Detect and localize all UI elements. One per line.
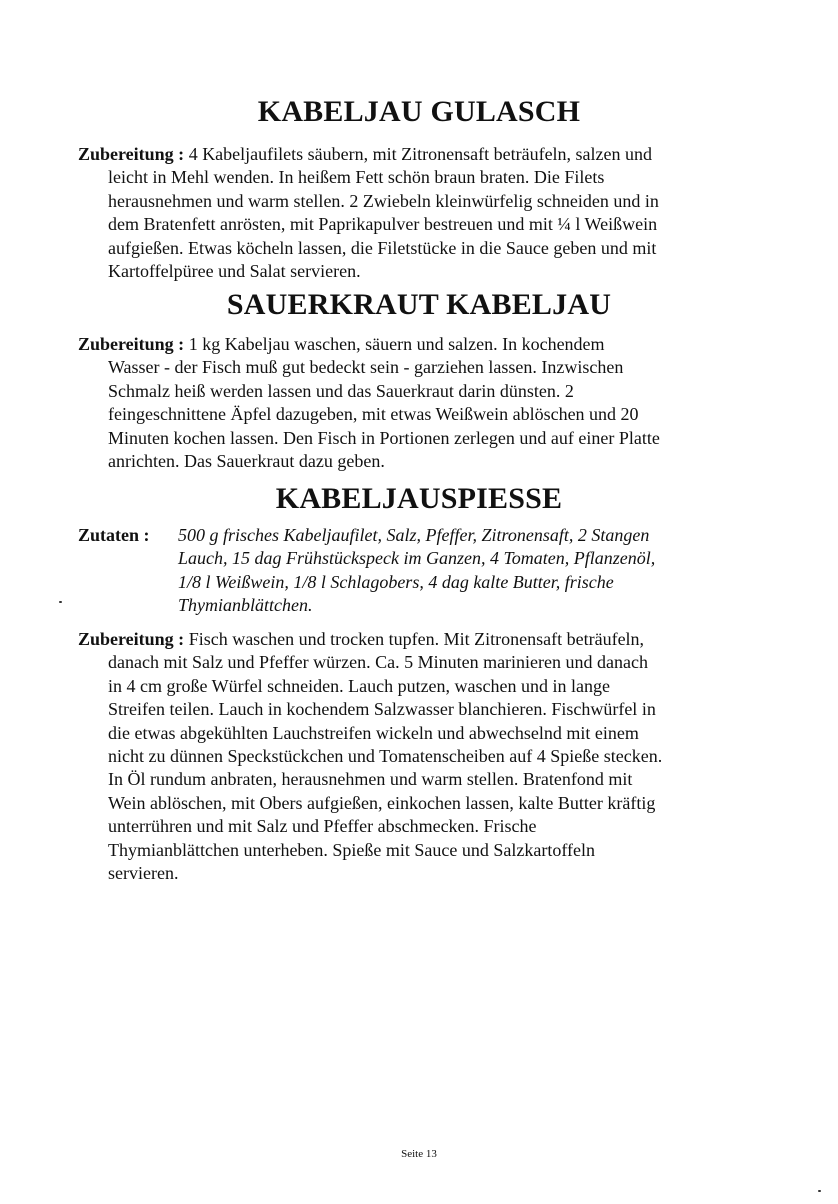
scan-speck <box>59 601 62 603</box>
preparation-paragraph <box>78 628 758 885</box>
scan-speck <box>818 1190 821 1192</box>
ingredients-label: Zutaten : <box>78 525 150 545</box>
recipe-preparation-kabeljau-gulasch <box>78 143 758 283</box>
recipe-title-kabeljauspiesse: KABELJAUSPIESSE <box>275 482 563 515</box>
preparation-paragraph <box>78 333 758 473</box>
ingredients-text: 500 g frisches Kabeljaufilet, Salz, Pfeffer, Zitronensaft, 2 Stangen Lauch, 15 dag Frühstückspeck im Ganzen, 4 Tomaten, Pflanzenöl, 1/8 l Weißwein, 1/8 l Schlagobers, 4 dag kalte Butter, frische Thymianblättchen. <box>178 525 656 616</box>
preparation-label: Zubereitung : <box>78 629 185 649</box>
preparation-text: Fisch waschen und trocken tupfen. Mit Zitronensaft beträufeln, danach mit Salz und Pfeffer würzen. Ca. 5 Minuten marinieren und danach in 4 cm große Würfel schneiden. Lauch putzen, waschen und in lange Streifen teilen. Lauch in kochendem Salzwasser blanchieren. Fischwürfel in die etwas abgekühlten Lauchstreifen wickeln und abwechselnd mit einem nicht zu dünnen Speckstückchen und Tomatenscheiben auf 4 Spieße stecken. In Öl rundum anbraten, herausnehmen und warm stellen. Bratenfond mit Wein ablöschen, mit Obers aufgießen, einkochen lassen, kalte Butter kräftig unterrühren und mit Salz und Pfeffer abschmecken. Frische Thymianblättchen unterheben. Spieße mit Sauce und Salzkartoffeln servieren. <box>108 629 663 884</box>
recipe-preparation-sauerkraut-kabeljau <box>78 333 758 473</box>
recipe-preparation-kabeljauspiesse <box>78 628 758 885</box>
preparation-label: Zubereitung : <box>78 334 185 354</box>
recipe-title-sauerkraut-kabeljau: SAUERKRAUT KABELJAU <box>226 288 612 321</box>
preparation-text: 4 Kabeljaufilets säubern, mit Zitronensaft beträufeln, salzen und leicht in Mehl wenden. In heißem Fett schön braun braten. Die Filets herausnehmen und warm stellen. 2 Zwiebeln kleinwürfelig schneiden und in dem Bratenfett anrösten, mit Paprikapulver bestreuen und mit ¼ l Weißwein aufgießen. Etwas köcheln lassen, die Filetstücke in die Sauce geben und mit Kartoffelpüree und Salat servieren. <box>108 144 659 282</box>
recipe-ingredients-kabeljauspiesse <box>78 524 758 620</box>
preparation-text: 1 kg Kabeljau waschen, säuern und salzen. In kochendem Wasser - der Fisch muß gut bedeckt sein - garziehen lassen. Inzwischen Schmalz heiß werden lassen und das Sauerkraut darin dünsten. 2 feingeschnittene Äpfel dazugeben, mit etwas Weißwein ablöschen und 20 Minuten kochen lassen. Den Fisch in Portionen zerlegen und auf einer Platte anrichten. Das Sauerkraut dazu geben. <box>108 334 660 472</box>
preparation-paragraph <box>78 143 758 283</box>
recipe-title-kabeljau-gulasch: KABELJAU GULASCH <box>257 95 581 128</box>
preparation-label: Zubereitung : <box>78 144 185 164</box>
page-number: Seite 13 <box>401 1148 437 1160</box>
